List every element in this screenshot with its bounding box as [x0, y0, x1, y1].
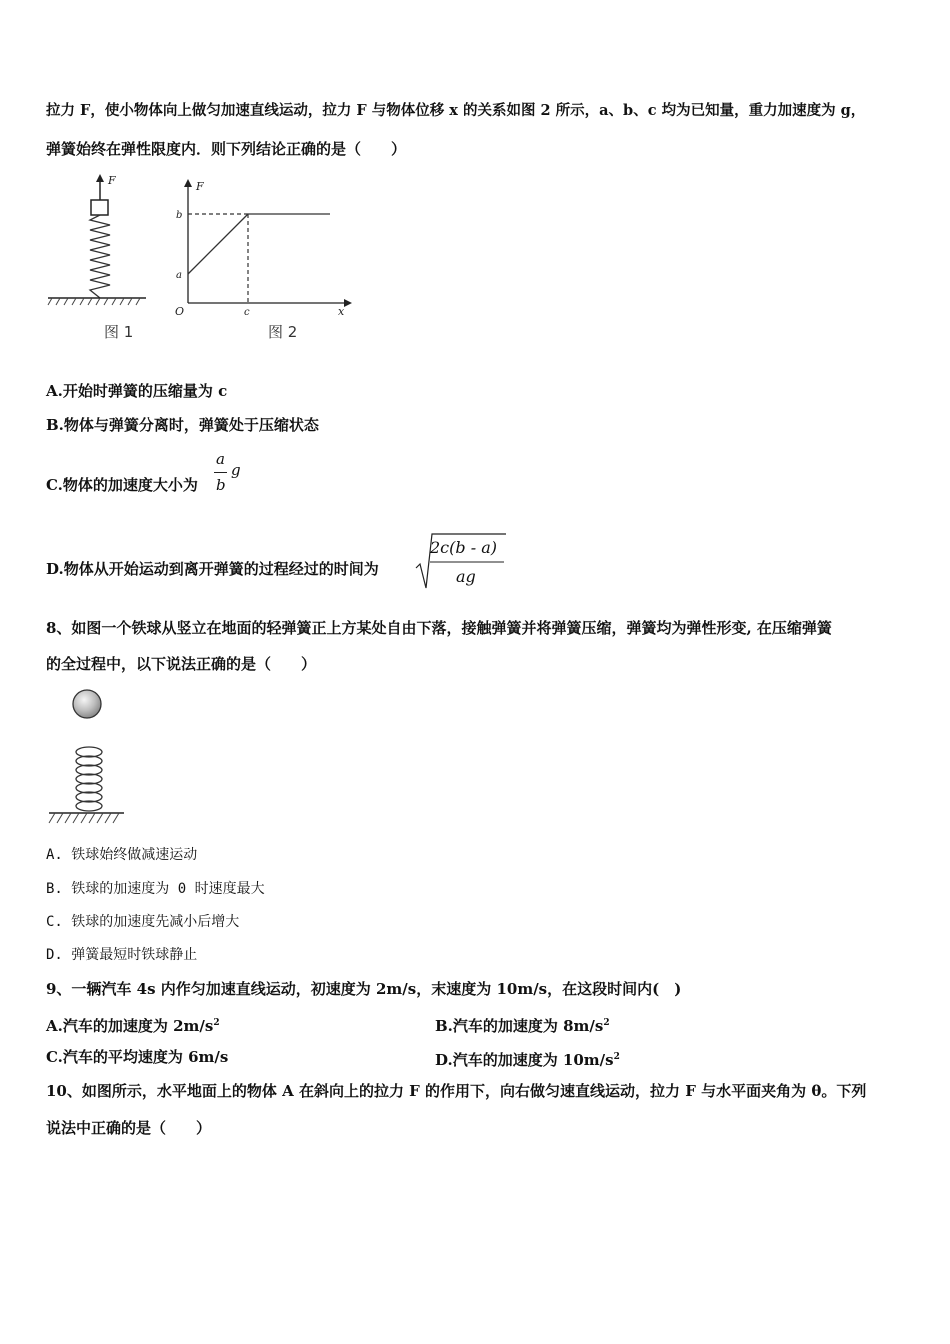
q8-stem-line1: 8、如图一个铁球从竖立在地面的轻弹簧正上方某处自由下落，接触弹簧并将弹簧压缩，弹簧均为弹性形变, 在压缩弹簧	[46, 619, 832, 637]
figure-2-F-x-graph	[172, 175, 357, 345]
q7-option-c-frac-num: a	[216, 450, 225, 468]
fig1-caption: 图 1	[104, 323, 134, 341]
spring-coil	[76, 747, 102, 811]
q7-option-d-denominator: ag	[456, 567, 476, 586]
q8-option-c: C. 铁球的加速度先减小后增大	[46, 914, 240, 930]
fig2-caption: 图 2	[268, 323, 298, 341]
q9-option-b: B.汽车的加速度为 $8m/s^2$	[435, 1017, 610, 1035]
q7-option-c-frac-bar	[214, 472, 227, 473]
q7-stem-line2: 弹簧始终在弹性限度内．则下列结论正确的是（ ）	[46, 140, 407, 158]
q8-stem-line2: 的全过程中，以下说法正确的是（ ）	[46, 655, 317, 673]
figure-ball-over-spring	[46, 686, 131, 831]
q7-stem-line1: 拉力 F，使小物体向上做匀加速直线运动，拉力 F 与物体位移 x 的关系如图 2 所示，a、b、c 均为已知量，重力加速度为 g，	[46, 102, 866, 119]
q10-stem-line1: 10、如图所示，水平地面上的物体 A 在斜向上的拉力 F 的作用下，向右做匀速直线运动，拉力 F 与水平面夹角为 θ。下列	[46, 1082, 867, 1100]
fig2-axis-x-label: x	[338, 305, 345, 318]
q7-option-d-numerator: 2c(b - a)	[430, 538, 497, 557]
fig1-label-F: F	[108, 174, 116, 187]
iron-ball	[73, 690, 101, 718]
q8-option-d: D. 弹簧最短时铁球静止	[46, 947, 198, 963]
fig2-tick-c: c	[244, 307, 250, 318]
fig2-tick-a: a	[176, 270, 182, 281]
q7-option-c-frac-g: g	[231, 461, 241, 479]
q7-option-c: C.物体的加速度大小为	[46, 476, 198, 494]
q9-option-d: D.汽车的加速度为 $10m/s^2$	[435, 1051, 620, 1069]
q8-option-b: B. 铁球的加速度为 0 时速度最大	[46, 881, 265, 897]
q8-option-a: A. 铁球始终做减速运动	[46, 847, 198, 863]
fig2-rising-segment	[188, 214, 248, 274]
fig2-axis-y-label: F	[196, 180, 204, 193]
q9-option-c: C.汽车的平均速度为 6m/s	[46, 1048, 229, 1066]
q7-option-d: D.物体从开始运动到离开弹簧的过程经过的时间为	[46, 560, 379, 578]
q9-stem: 9、一辆汽车 4s 内作匀加速直线运动，初速度为 2m/s，末速度为 10m/s，在这段时间内( )	[46, 980, 682, 998]
q10-stem-line2: 说法中正确的是（ ）	[46, 1119, 212, 1137]
q7-option-a: A.开始时弹簧的压缩量为 c	[46, 382, 228, 400]
q7-option-b: B.物体与弹簧分离时，弹簧处于压缩状态	[46, 416, 319, 434]
fig2-tick-b: b	[176, 210, 183, 221]
figure-1-spring-block	[46, 170, 151, 345]
fig2-origin-label: O	[175, 305, 185, 318]
q9-option-a: A.汽车的加速度为 $2m/s^2$	[46, 1017, 220, 1035]
q7-option-c-frac-den: b	[216, 476, 226, 494]
